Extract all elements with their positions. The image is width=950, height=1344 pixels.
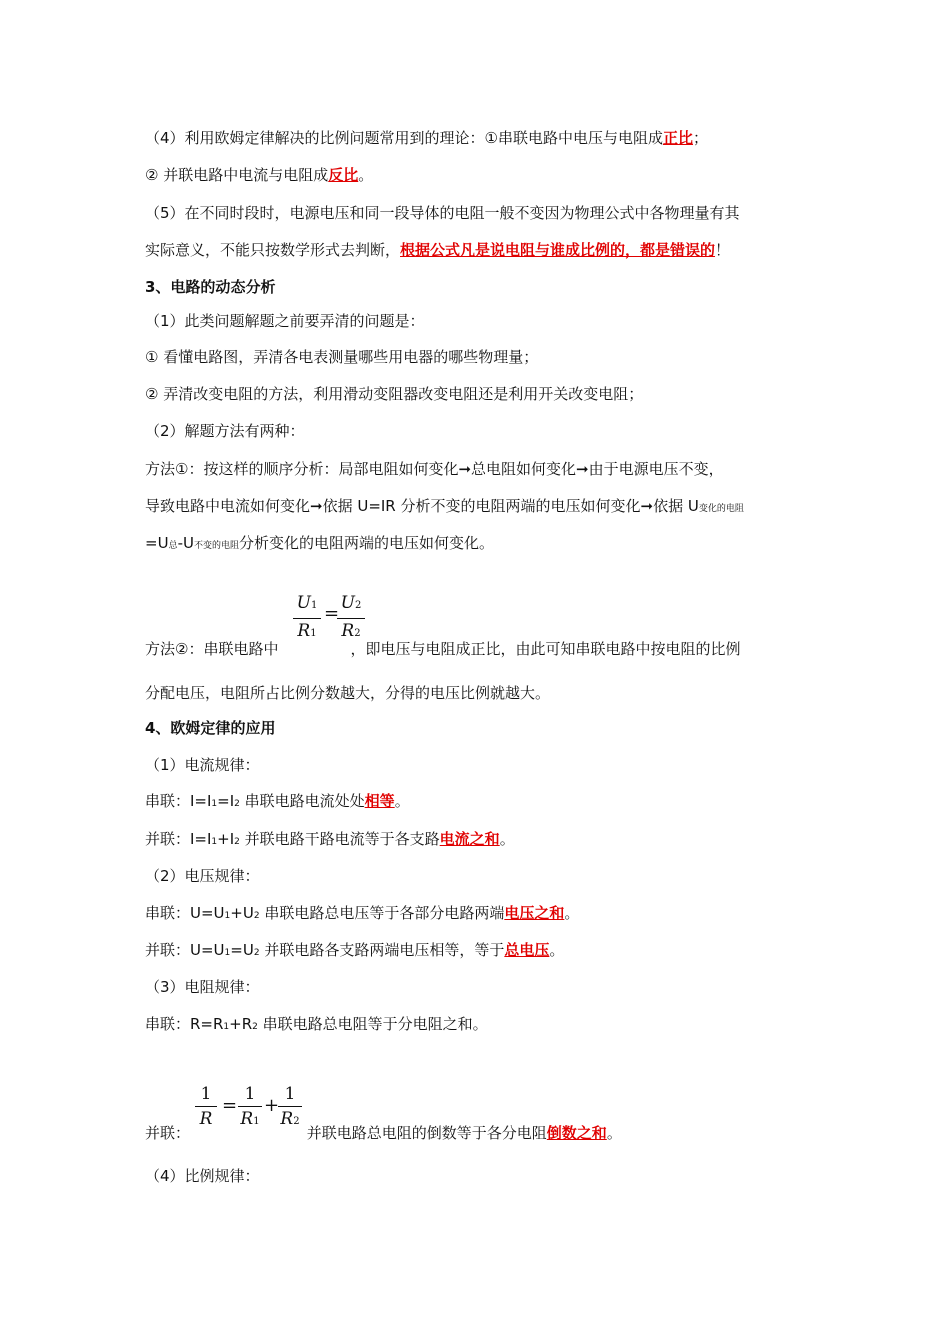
- highlight-text: 倒数之和: [546, 1124, 607, 1142]
- text-line: （3）电阻规律：: [145, 978, 260, 996]
- text-line: [145, 164, 373, 186]
- section-heading: 3、电路的动态分析: [145, 278, 276, 296]
- denominator: R1: [240, 1109, 260, 1129]
- text: ，即电压与电阻成正比，由此可知串联电路中按电阻的比例: [350, 640, 741, 658]
- numerator: U2: [340, 593, 362, 613]
- text: 。: [358, 166, 374, 184]
- denominator: R2: [341, 621, 361, 641]
- numerator: 1: [244, 1084, 256, 1104]
- text-line: [145, 127, 708, 149]
- text: ② 并联电路中电流与电阻成: [145, 166, 329, 184]
- highlight-text: 根据公式凡是说电阻与谁成比例的，都是错误的: [400, 241, 716, 259]
- text-line: [145, 638, 740, 660]
- text-line: 并联： 并联电路总电阻的倒数等于各分电阻倒数之和。: [145, 1124, 622, 1142]
- equals-sign: =: [324, 603, 340, 624]
- text-line: （2）解题方法有两种：: [145, 422, 305, 440]
- highlight-text: 相等: [364, 792, 395, 810]
- text-line: （1）电流规律：: [145, 756, 260, 774]
- highlight-text: 电流之和: [439, 830, 500, 848]
- denominator: R2: [280, 1109, 300, 1129]
- text-line: 方法①：按这样的顺序分析：局部电阻如何变化➞总电阻如何变化➞由于电源电压不变，: [145, 460, 724, 478]
- text-line: ② 弄清改变电阻的方法，利用滑动变阻器改变电阻还是利用开关改变电阻；: [145, 385, 644, 403]
- text-line: 串联：R=R1+R2 串联电路总电阻等于分电阻之和。: [145, 1015, 488, 1033]
- denominator: R: [199, 1109, 213, 1129]
- highlight-text: 电压之和: [504, 904, 565, 922]
- text-line: （4）比例规律：: [145, 1167, 260, 1185]
- text: （4）利用欧姆定律解决的比例问题常用到的理论：①串联电路中电压与电阻成: [145, 129, 663, 147]
- text-line: ① 看懂电路图，弄清各电表测量哪些用电器的哪些物理量；: [145, 348, 539, 366]
- text: ；: [693, 129, 709, 147]
- numerator: U1: [296, 593, 318, 613]
- highlight-text: 总电压: [504, 941, 550, 959]
- plus-sign: +: [264, 1095, 280, 1116]
- subscript: 变化的电阻: [698, 504, 744, 514]
- section-heading: 4、欧姆定律的应用: [145, 719, 276, 737]
- text-line: [145, 495, 744, 520]
- text-line: 分配电压，电阻所占比例分数越大，分得的电压比例就越大。: [145, 684, 551, 702]
- text: -U: [177, 534, 194, 552]
- text-line: 并联：I=I1+I2 并联电路干路电流等于各支路电流之和。: [145, 830, 515, 848]
- subscript: 不变的电阻: [193, 541, 239, 551]
- text-line: （5）在不同时段时，电源电压和同一段导体的电阻一般不变因为物理公式中各物理量有其: [145, 204, 740, 222]
- numerator: 1: [284, 1084, 296, 1104]
- text-line: [145, 239, 730, 261]
- text: 方法②：串联电路中: [145, 640, 279, 658]
- text: ！: [715, 241, 731, 259]
- highlight-text: 正比: [663, 129, 694, 147]
- equals-sign: =: [222, 1095, 238, 1116]
- text-line: （2）电压规律：: [145, 867, 260, 885]
- denominator: R1: [297, 621, 317, 641]
- text: =U: [145, 534, 169, 552]
- fraction-u2-r2: [337, 593, 365, 644]
- text-line: 串联：I=I1=I2 串联电路电流处处相等。: [145, 792, 410, 810]
- text-line: （1）此类问题解题之前要弄清的问题是：: [145, 312, 425, 330]
- numerator: 1: [200, 1084, 212, 1104]
- text-line: 串联：U=U1+U2 串联电路总电压等于各部分电路两端电压之和。: [145, 904, 580, 922]
- highlight-text: 反比: [328, 166, 359, 184]
- text: 分析变化的电阻两端的电压如何变化。: [239, 534, 495, 552]
- text: 导致电路中电流如何变化➞依据 U=IR 分析不变的电阻两端的电压如何变化➞依据 U: [145, 497, 699, 515]
- text-line: 并联：U=U1=U2 并联电路各支路两端电压相等，等于总电压。: [145, 941, 565, 959]
- text-line: [145, 532, 494, 557]
- text: 实际意义，不能只按数学形式去判断，: [145, 241, 401, 259]
- fraction-u1-r1: [293, 593, 321, 644]
- subscript: 总: [168, 541, 178, 551]
